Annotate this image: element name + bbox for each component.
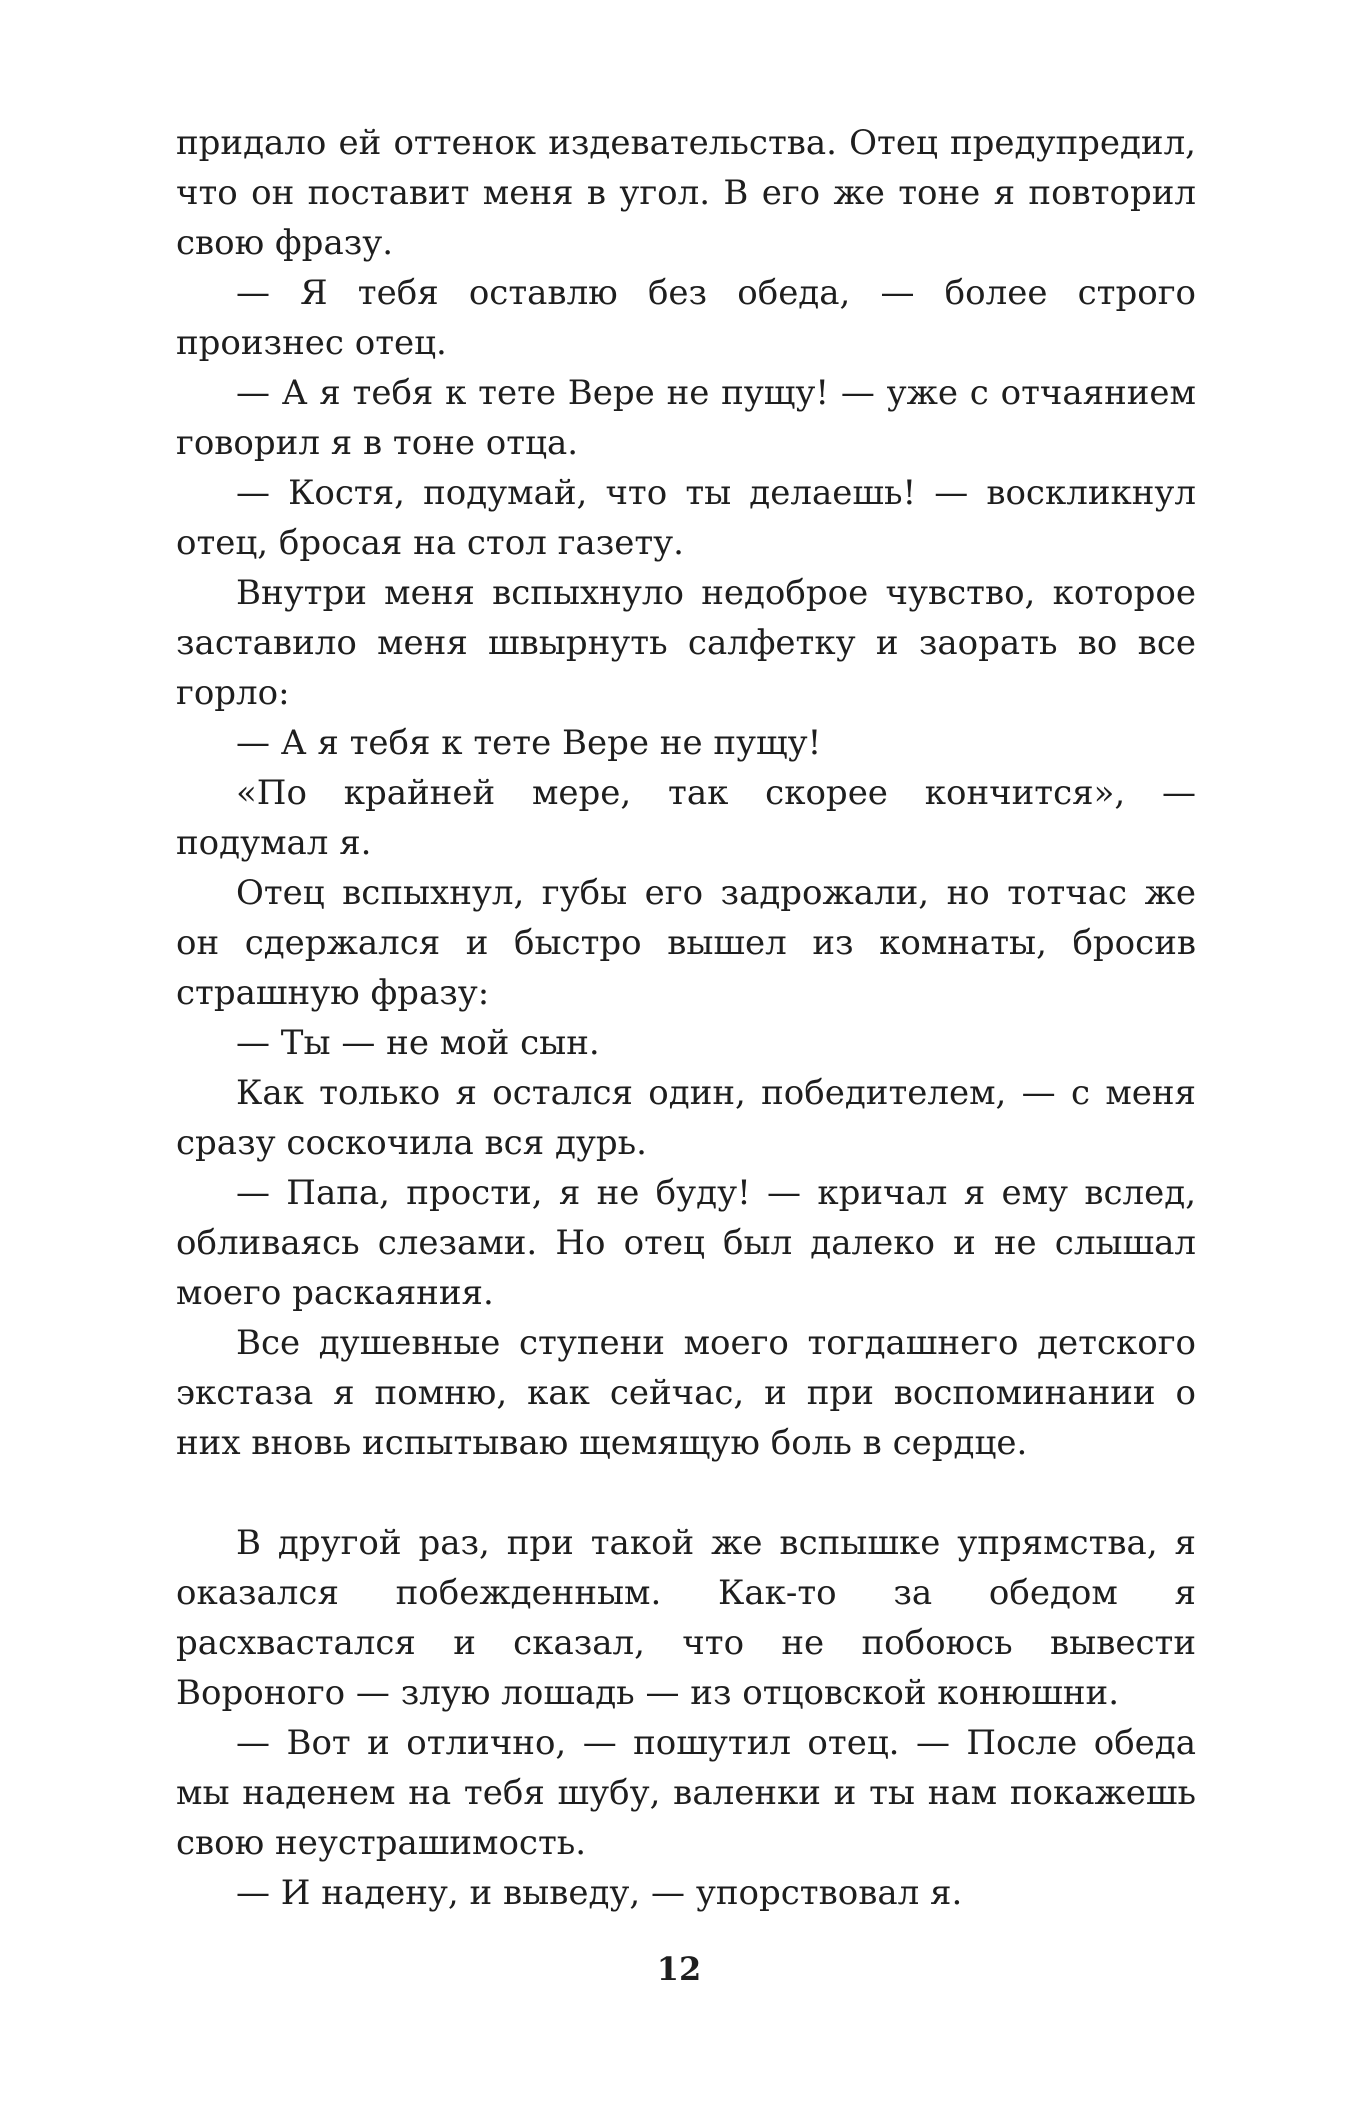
paragraph: — Я тебя оставлю без обеда, — более строго произнес отец. (176, 273, 1196, 363)
paragraph: — Костя, подумай, что ты делаешь! — воскликнул отец, бросая на стол газету. (176, 473, 1196, 563)
paragraph: Как только я остался один, победителем, — с меня сразу соскочила вся дурь. (176, 1073, 1196, 1163)
paragraph: — А я тебя к тете Вере не пущу! (236, 723, 822, 763)
paragraph: — А я тебя к тете Вере не пущу! — уже с отчаянием говорил я в тоне отца. (176, 373, 1196, 463)
paragraph: Внутри меня вспыхнуло недоброе чувство, которое заставило меня швырнуть салфетку и заорать во все горло: (176, 573, 1196, 713)
paragraph: придало ей оттенок издевательства. Отец предупредил, что он поставит меня в угол. В его же тоне я повторил свою фразу. (176, 123, 1196, 263)
paragraph: Все душевные ступени моего тогдашнего детского экстаза я помню, как сейчас, и при воспоминании о них вновь испытываю щемящую боль в сердце. (176, 1323, 1196, 1463)
paragraph: «По крайней мере, так скорее кончится», — подумал я. (176, 773, 1196, 863)
paragraph: — Ты — не мой сын. (236, 1023, 600, 1063)
paragraph: — Папа, прости, я не буду! — кричал я ему вслед, обливаясь слезами. Но отец был далеко и не слышал моего раскаяния. (176, 1173, 1196, 1313)
paragraph: Отец вспыхнул, губы его задрожали, но тотчас же он сдержался и быстро вышел из комнаты, бросив страшную фразу: (176, 873, 1196, 1013)
paragraph: — И надену, и выведу, — упорствовал я. (236, 1873, 963, 1913)
paragraph: — Вот и отлично, — пошутил отец. — После обеда мы наденем на тебя шубу, валенки и ты нам покажешь свою неустрашимость. (176, 1723, 1196, 1863)
body-text (176, 118, 1196, 1918)
paragraph: В другой раз, при такой же вспышке упрямства, я оказался побежденным. Как-то за обедом я расхвастался и сказал, что не побоюсь вывести Вороного — злую лошадь — из отцовской конюшни. (176, 1523, 1196, 1713)
page-number: 12 (656, 1950, 702, 1988)
